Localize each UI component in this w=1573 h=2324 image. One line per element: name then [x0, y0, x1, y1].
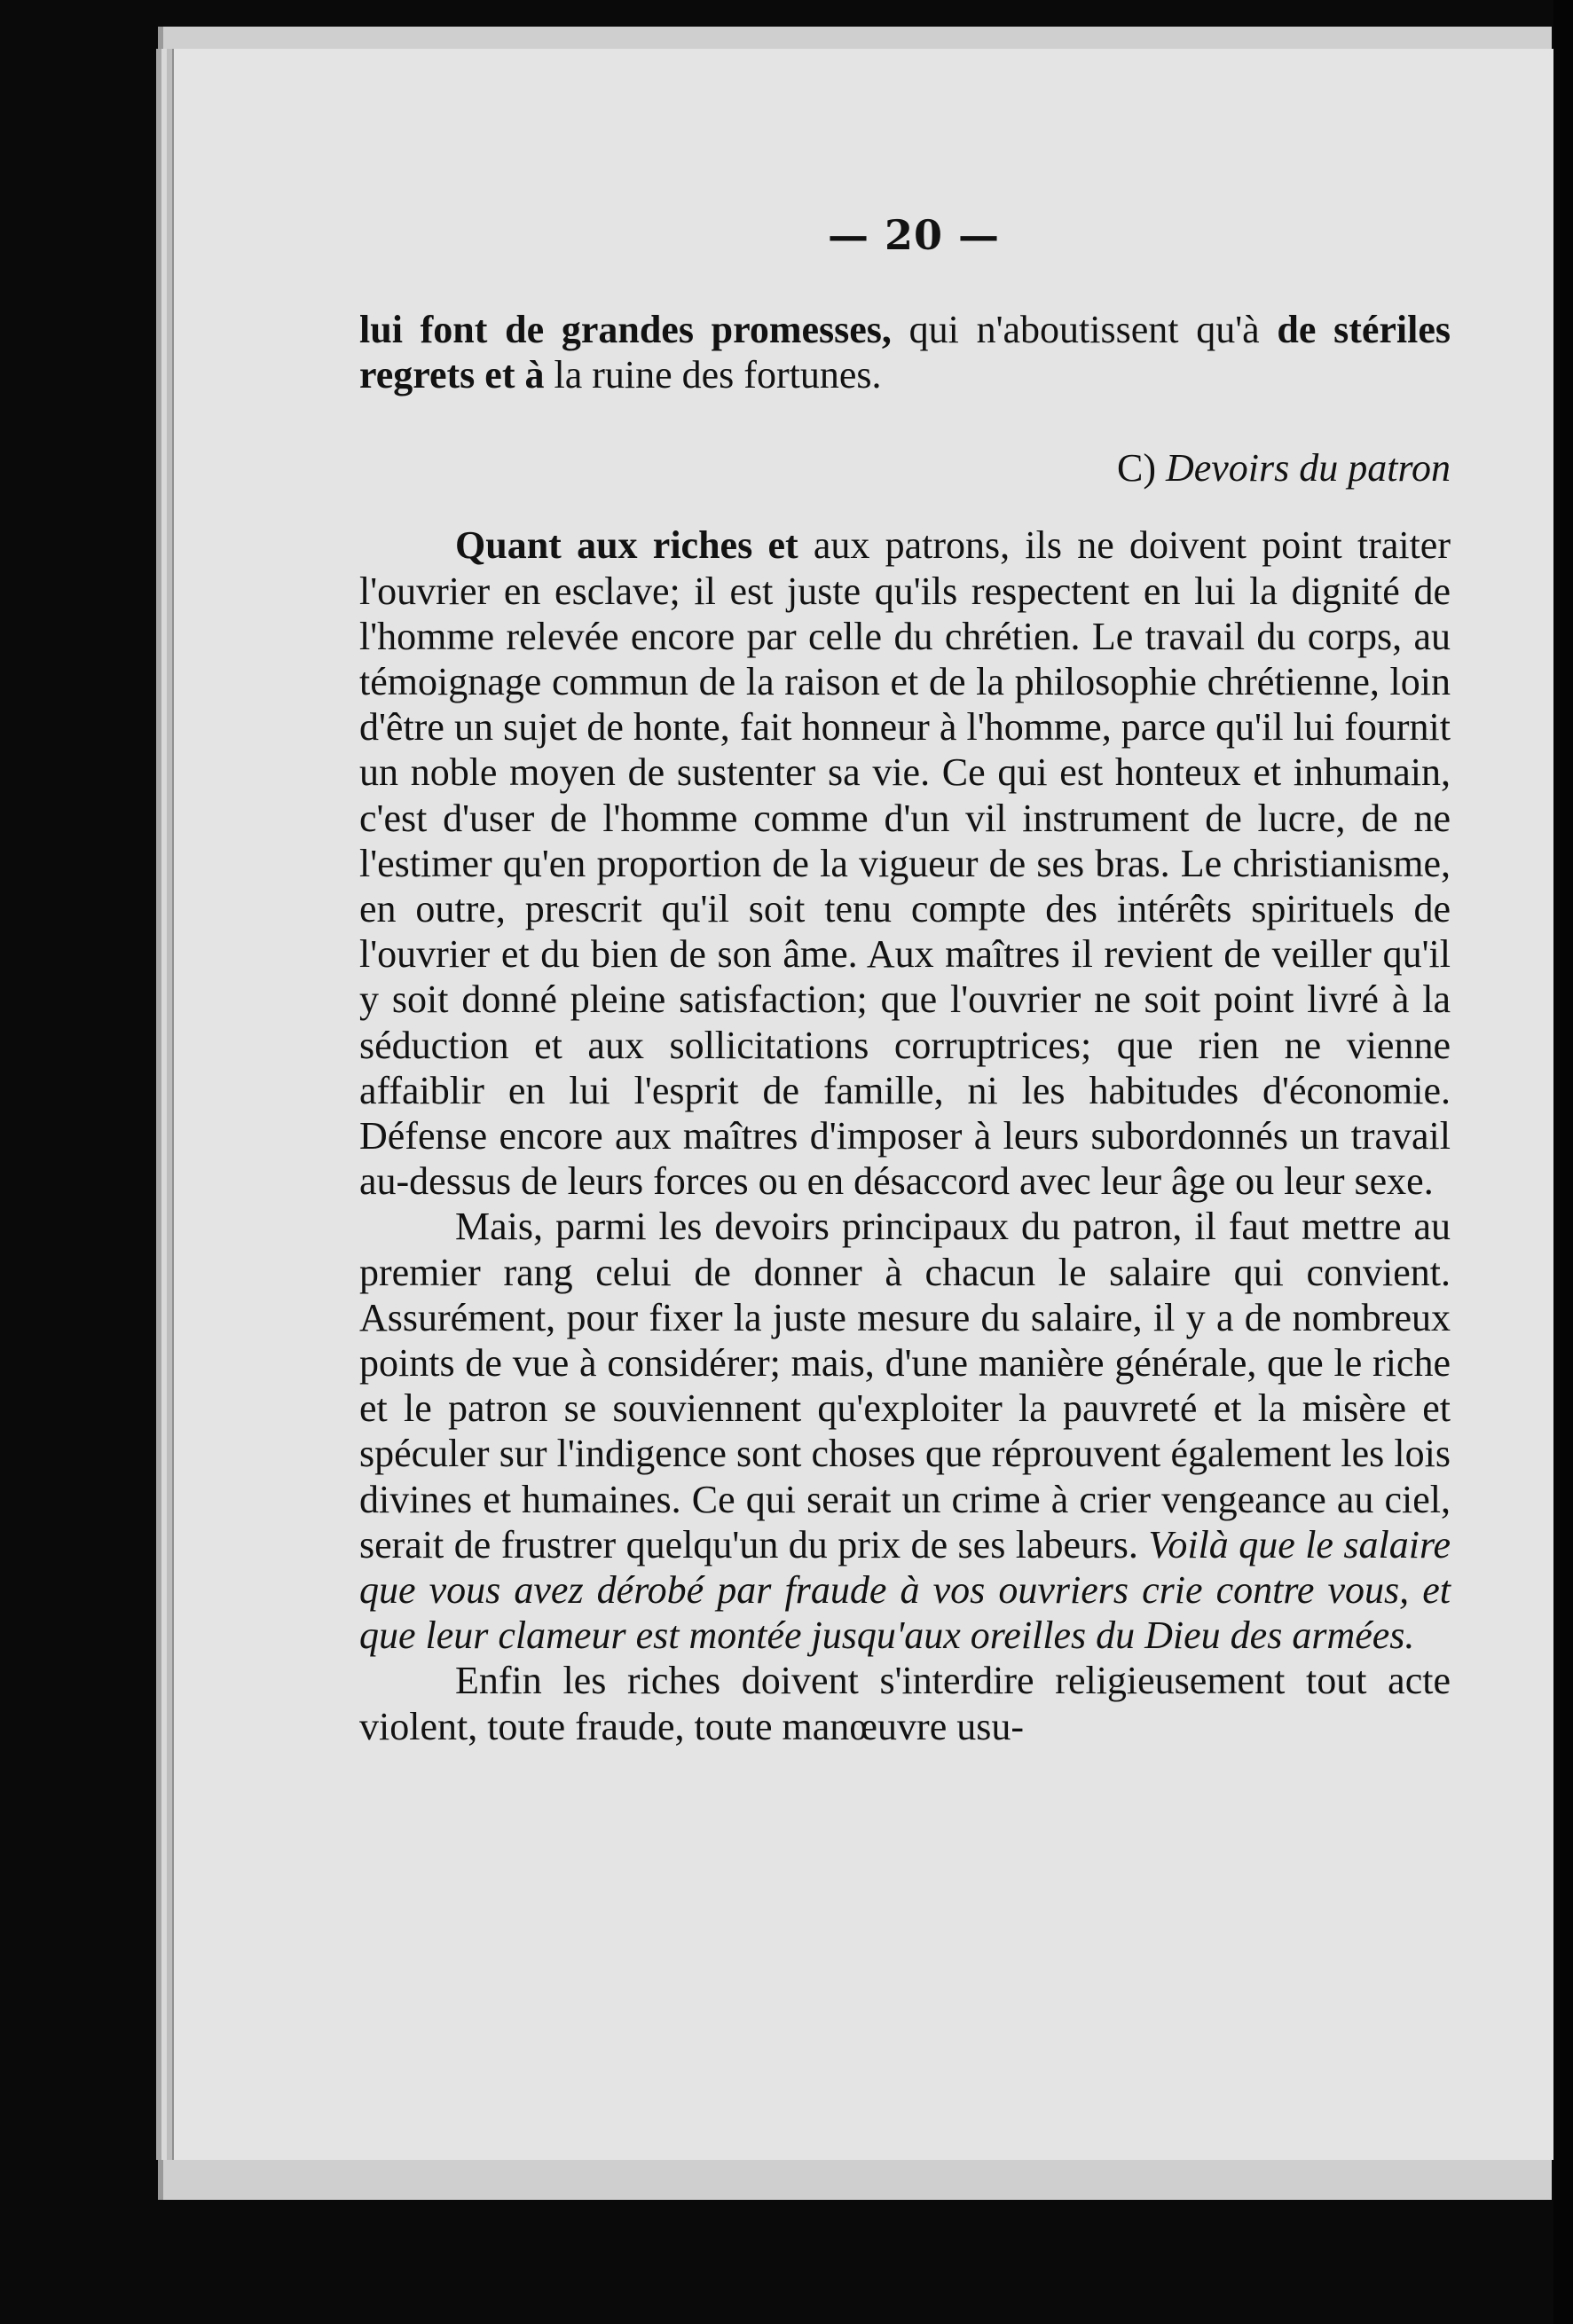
paragraph-3-text: Enfin les riches doivent s'interdire religieusement tout acte violent, toute fraude, toute manœuvre usu- — [359, 1659, 1451, 1748]
section-heading-label: C) — [1116, 446, 1156, 491]
opening-paragraph — [359, 307, 1451, 397]
paragraph-1-lead: Quant aux riches et — [455, 523, 798, 568]
opening-bold-text-2: de stériles regrets et à — [359, 308, 1451, 397]
paragraph-1-text: aux patrons, ils ne doivent point traiter l'ouvrier en esclave; il est juste qu'ils respectent en lui la dignité de l'homme relevée encore par celle du chrétien. Le travail du corps, au témoignage commun de la raison et de la philosophie chrétienne, loin d'être un sujet de honte, fait honneur à l'homme, parce qu'il lui fournit un noble moyen de sustenter sa vie. Ce qui est honteux et inhumain, c'est d'user de l'homme comme d'un vil instrument de lucre, de ne l'estimer qu'en proportion de la vigueur de ses bras. Le christianisme, en outre, prescrit qu'il soit tenu compte des intérêts spirituels de l'ouvrier et du bien de son âme. Aux maîtres il revient de veiller qu'il y soit donné pleine satisfaction; que l'ouvrier ne soit point livré à la séduction et aux sollicitations corruptrices; que rien ne vienne affaiblir en lui l'esprit de famille, ni les habitudes d'économie. Défense encore aux maîtres d'imposer à leurs subordonnés un travail au-dessus de leurs forces ou en désaccord avec leur âge ou leur sexe. — [359, 523, 1451, 1204]
scan-right-edge — [1553, 0, 1573, 2324]
paragraph-3 — [359, 1658, 1451, 1748]
paragraph-2-text: Mais, parmi les devoirs principaux du patron, il faut mettre au premier rang celui de donner à chacun le salaire qui convient. Assurément, pour fixer la juste mesure du salaire, il y a de nombreux points de vue à considérer; mais, d'une manière générale, que le riche et le patron se souviennent qu'exploiter la pauvreté et la misère et spéculer sur l'indigence sont choses que réprouvent également les lois divines et humaines. Ce qui serait un crime à crier vengeance au ciel, serait de frustrer quelqu'un du prix de ses labeurs. — [359, 1205, 1451, 1566]
opening-text: qui n'aboutissent qu'à — [891, 308, 1278, 351]
page-number: — 20 — — [827, 211, 1001, 259]
paragraph-1 — [359, 522, 1451, 1204]
page-edge — [172, 49, 174, 2160]
paragraph-2-quote: Voilà que le salaire que vous avez dérobé par fraude à vos ouvriers crie contre vous, et que leur clameur est montée jusqu'aux oreilles du Dieu des armées. — [359, 1522, 1451, 1658]
section-heading-title: Devoirs du patron — [1165, 446, 1451, 491]
opening-text-2: la ruine des fortunes. — [544, 353, 882, 397]
section-heading — [359, 445, 1451, 491]
paragraph-2 — [359, 1204, 1451, 1658]
opening-bold-text: lui font de grandes promesses, — [359, 308, 892, 351]
page-text-block — [359, 211, 1451, 1749]
